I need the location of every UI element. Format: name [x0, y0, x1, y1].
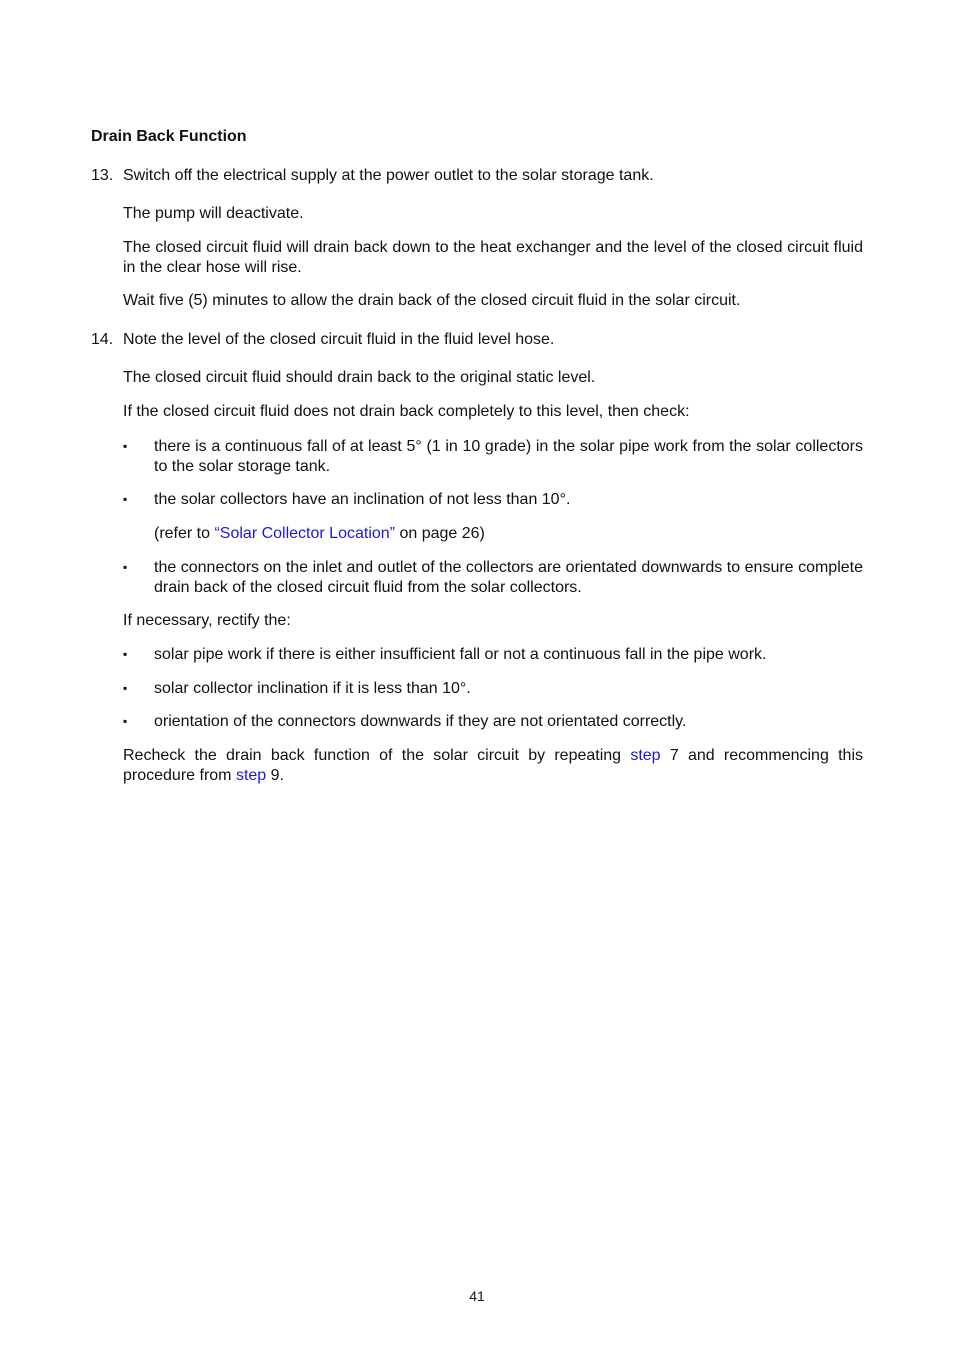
step-14-paragraph-1: The closed circuit fluid should drain back to the original static level. — [123, 369, 596, 386]
recheck-part-1: Recheck the drain back function of the solar circuit by repeating — [123, 747, 631, 764]
check-bullet-1: there is a continuous fall of at least 5° (1 in 10 grade) in the solar pipe work from the solar collectors to the solar storage tank. — [154, 438, 863, 475]
refer-prefix: (refer to — [154, 525, 215, 542]
solar-collector-location-link[interactable]: “Solar Collector Location” — [214, 525, 395, 542]
recheck-part-3: 9. — [266, 766, 284, 784]
step-13-paragraph-3: Wait five (5) minutes to allow the drain back of the closed circuit fluid in the solar circuit. — [123, 292, 741, 309]
step-14-text: Note the level of the closed circuit fluid in the fluid level hose. — [123, 331, 555, 348]
step-14-number: 14. — [91, 331, 114, 348]
section-heading: Drain Back Function — [91, 128, 247, 145]
bullet-marker: ▪ — [123, 492, 128, 506]
check-bullet-3: the connectors on the inlet and outlet of the collectors are orientated downwards to ensure complete drain back of the closed circuit fluid from the solar collectors. — [154, 559, 863, 596]
step-7-link[interactable]: step — [630, 747, 661, 764]
check-bullet-2: the solar collectors have an inclination of not less than 10°. — [154, 491, 571, 508]
recheck-paragraph — [123, 746, 863, 785]
bullet-marker: ▪ — [123, 439, 128, 453]
step-9-link[interactable]: step — [235, 766, 267, 784]
bullet-marker: ▪ — [123, 560, 128, 574]
bullet-marker: ▪ — [123, 714, 128, 728]
page-number: 41 — [469, 1288, 485, 1304]
step-13-paragraph-1: The pump will deactivate. — [123, 205, 304, 222]
step-13-number: 13. — [91, 167, 114, 184]
recheck-part-2: 7 and recommencing this procedure from — [123, 747, 864, 784]
refer-note — [154, 524, 863, 544]
step-13-paragraph-2: The closed circuit fluid will drain back down to the heat exchanger and the level of the closed circuit fluid in the clear hose will rise. — [123, 239, 863, 276]
rectify-bullet-1: solar pipe work if there is either insufficient fall or not a continuous fall in the pipe work. — [154, 646, 767, 663]
step-14-paragraph-2: If the closed circuit fluid does not drain back completely to this level, then check: — [123, 403, 690, 420]
bullet-marker: ▪ — [123, 681, 128, 695]
refer-suffix: on page 26) — [395, 525, 485, 542]
step-13-text: Switch off the electrical supply at the power outlet to the solar storage tank. — [123, 167, 654, 184]
step-14-paragraph-3: If necessary, rectify the: — [123, 612, 291, 629]
bullet-marker: ▪ — [123, 647, 128, 661]
rectify-bullet-3: orientation of the connectors downwards if they are not orientated correctly. — [154, 713, 687, 730]
rectify-bullet-2: solar collector inclination if it is less than 10°. — [154, 680, 471, 697]
